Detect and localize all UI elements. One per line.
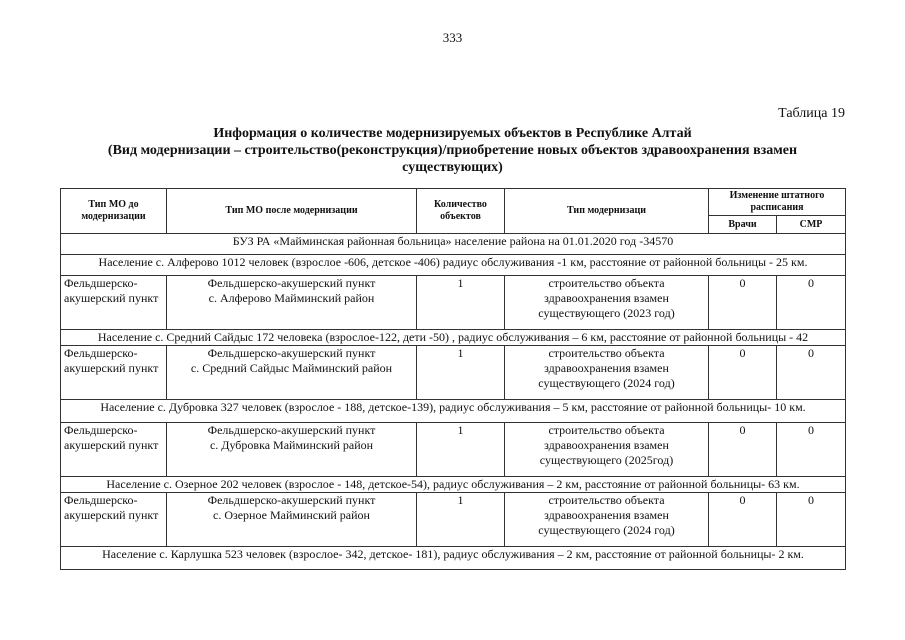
- modernization-line-2: здравоохранения взамен: [544, 291, 669, 305]
- document-title: [60, 125, 845, 176]
- header-staff-change: Изменение штатного расписания: [709, 189, 846, 216]
- modernization-line-3: существующего (2024 год): [538, 376, 675, 390]
- population-row: Население с. Алферово 1012 человек (взрослое -606, детское -406) радиус обслуживания -1 км, расстояние от районной больницы - 25 км.: [61, 255, 846, 276]
- nurses-cell: 0: [777, 346, 846, 400]
- modernization-line-2: здравоохранения взамен: [544, 361, 669, 375]
- type-after-cell: [167, 346, 417, 400]
- header-type-before: Тип МО до модернизации: [61, 189, 167, 234]
- modernization-table: [60, 188, 846, 570]
- type-after-cell: [167, 276, 417, 330]
- table-row: [61, 493, 846, 547]
- title-line-1: Информация о количестве модернизируемых объектов в Республике Алтай: [213, 126, 692, 141]
- modernization-line-1: строительство объекта: [548, 346, 665, 360]
- doctors-cell: 0: [709, 493, 777, 547]
- modernization-line-3: существующего (2023 год): [538, 306, 675, 320]
- table-row: [61, 346, 846, 400]
- population-row: Население с. Озерное 202 человек (взрослое - 148, детское-54), радиус обслуживания – 2 км, расстояние от районной больницы- 63 км.: [61, 477, 846, 493]
- header-modernization-type: Тип модернизаци: [505, 189, 709, 234]
- modernization-line-2: здравоохранения взамен: [544, 438, 669, 452]
- type-after-cell: [167, 423, 417, 477]
- hospital-row: БУЗ РА «Майминская районная больница» население района на 01.01.2020 год -34570: [61, 234, 846, 255]
- nurses-cell: 0: [777, 276, 846, 330]
- modernization-cell: [505, 493, 709, 547]
- count-cell: 1: [417, 276, 505, 330]
- type-before-cell: Фельдшерско-акушерский пункт: [61, 346, 167, 400]
- table-row: [61, 423, 846, 477]
- type-after-line-2: с. Алферово Майминский район: [208, 291, 375, 305]
- type-before-cell: Фельдшерско-акушерский пункт: [61, 423, 167, 477]
- type-after-line-1: Фельдшерско-акушерский пункт: [207, 423, 376, 437]
- modernization-cell: [505, 276, 709, 330]
- count-cell: 1: [417, 493, 505, 547]
- table-label: Таблица 19: [778, 106, 845, 121]
- type-before-cell: Фельдшерско-акушерский пункт: [61, 276, 167, 330]
- modernization-cell: [505, 346, 709, 400]
- header-type-after: Тип МО после модернизации: [167, 189, 417, 234]
- title-line-2: (Вид модернизации – строительство(реконструкция)/приобретение новых объектов здравоохранения взамен существующих): [107, 143, 798, 175]
- type-after-line-2: с. Дубровка Майминский район: [209, 438, 374, 452]
- count-cell: 1: [417, 423, 505, 477]
- modernization-line-3: существующего (2025год): [539, 453, 674, 467]
- header-count: Количество объектов: [417, 189, 505, 234]
- doctors-cell: 0: [709, 276, 777, 330]
- modernization-line-1: строительство объекта: [548, 276, 665, 290]
- modernization-line-3: существующего (2024 год): [538, 523, 675, 537]
- modernization-cell: [505, 423, 709, 477]
- header-nurses: СМР: [777, 216, 846, 234]
- population-row: Население с. Карлушка 523 человек (взрослое- 342, детское- 181), радиус обслуживания – 2 км, расстояние от районной больницы- 2 км.: [61, 547, 846, 570]
- modernization-line-1: строительство объекта: [548, 493, 665, 507]
- type-after-line-2: с. Средний Сайдыс Майминский район: [190, 361, 393, 375]
- page-number: 333: [442, 30, 463, 45]
- type-before-cell: Фельдшерско-акушерский пункт: [61, 493, 167, 547]
- type-after-line-1: Фельдшерско-акушерский пункт: [207, 346, 376, 360]
- doctors-cell: 0: [709, 423, 777, 477]
- nurses-cell: 0: [777, 423, 846, 477]
- type-after-line-1: Фельдшерско-акушерский пункт: [207, 493, 376, 507]
- doctors-cell: 0: [709, 346, 777, 400]
- table-row: [61, 276, 846, 330]
- type-after-line-1: Фельдшерско-акушерский пункт: [207, 276, 376, 290]
- type-after-line-2: с. Озерное Майминский район: [213, 508, 370, 522]
- modernization-line-1: строительство объекта: [548, 423, 665, 437]
- nurses-cell: 0: [777, 493, 846, 547]
- count-cell: 1: [417, 346, 505, 400]
- header-doctors: Врачи: [709, 216, 777, 234]
- population-row: Население с. Средний Сайдыс 172 человека (взрослое-122, дети -50) , радиус обслуживания – 6 км, расстояние от районной больницы - 42: [61, 330, 846, 346]
- population-row: Население с. Дубровка 327 человек (взрослое - 188, детское-139), радиус обслуживания – 5 км, расстояние от районной больницы- 10 км.: [61, 400, 846, 423]
- type-after-cell: [167, 493, 417, 547]
- modernization-line-2: здравоохранения взамен: [544, 508, 669, 522]
